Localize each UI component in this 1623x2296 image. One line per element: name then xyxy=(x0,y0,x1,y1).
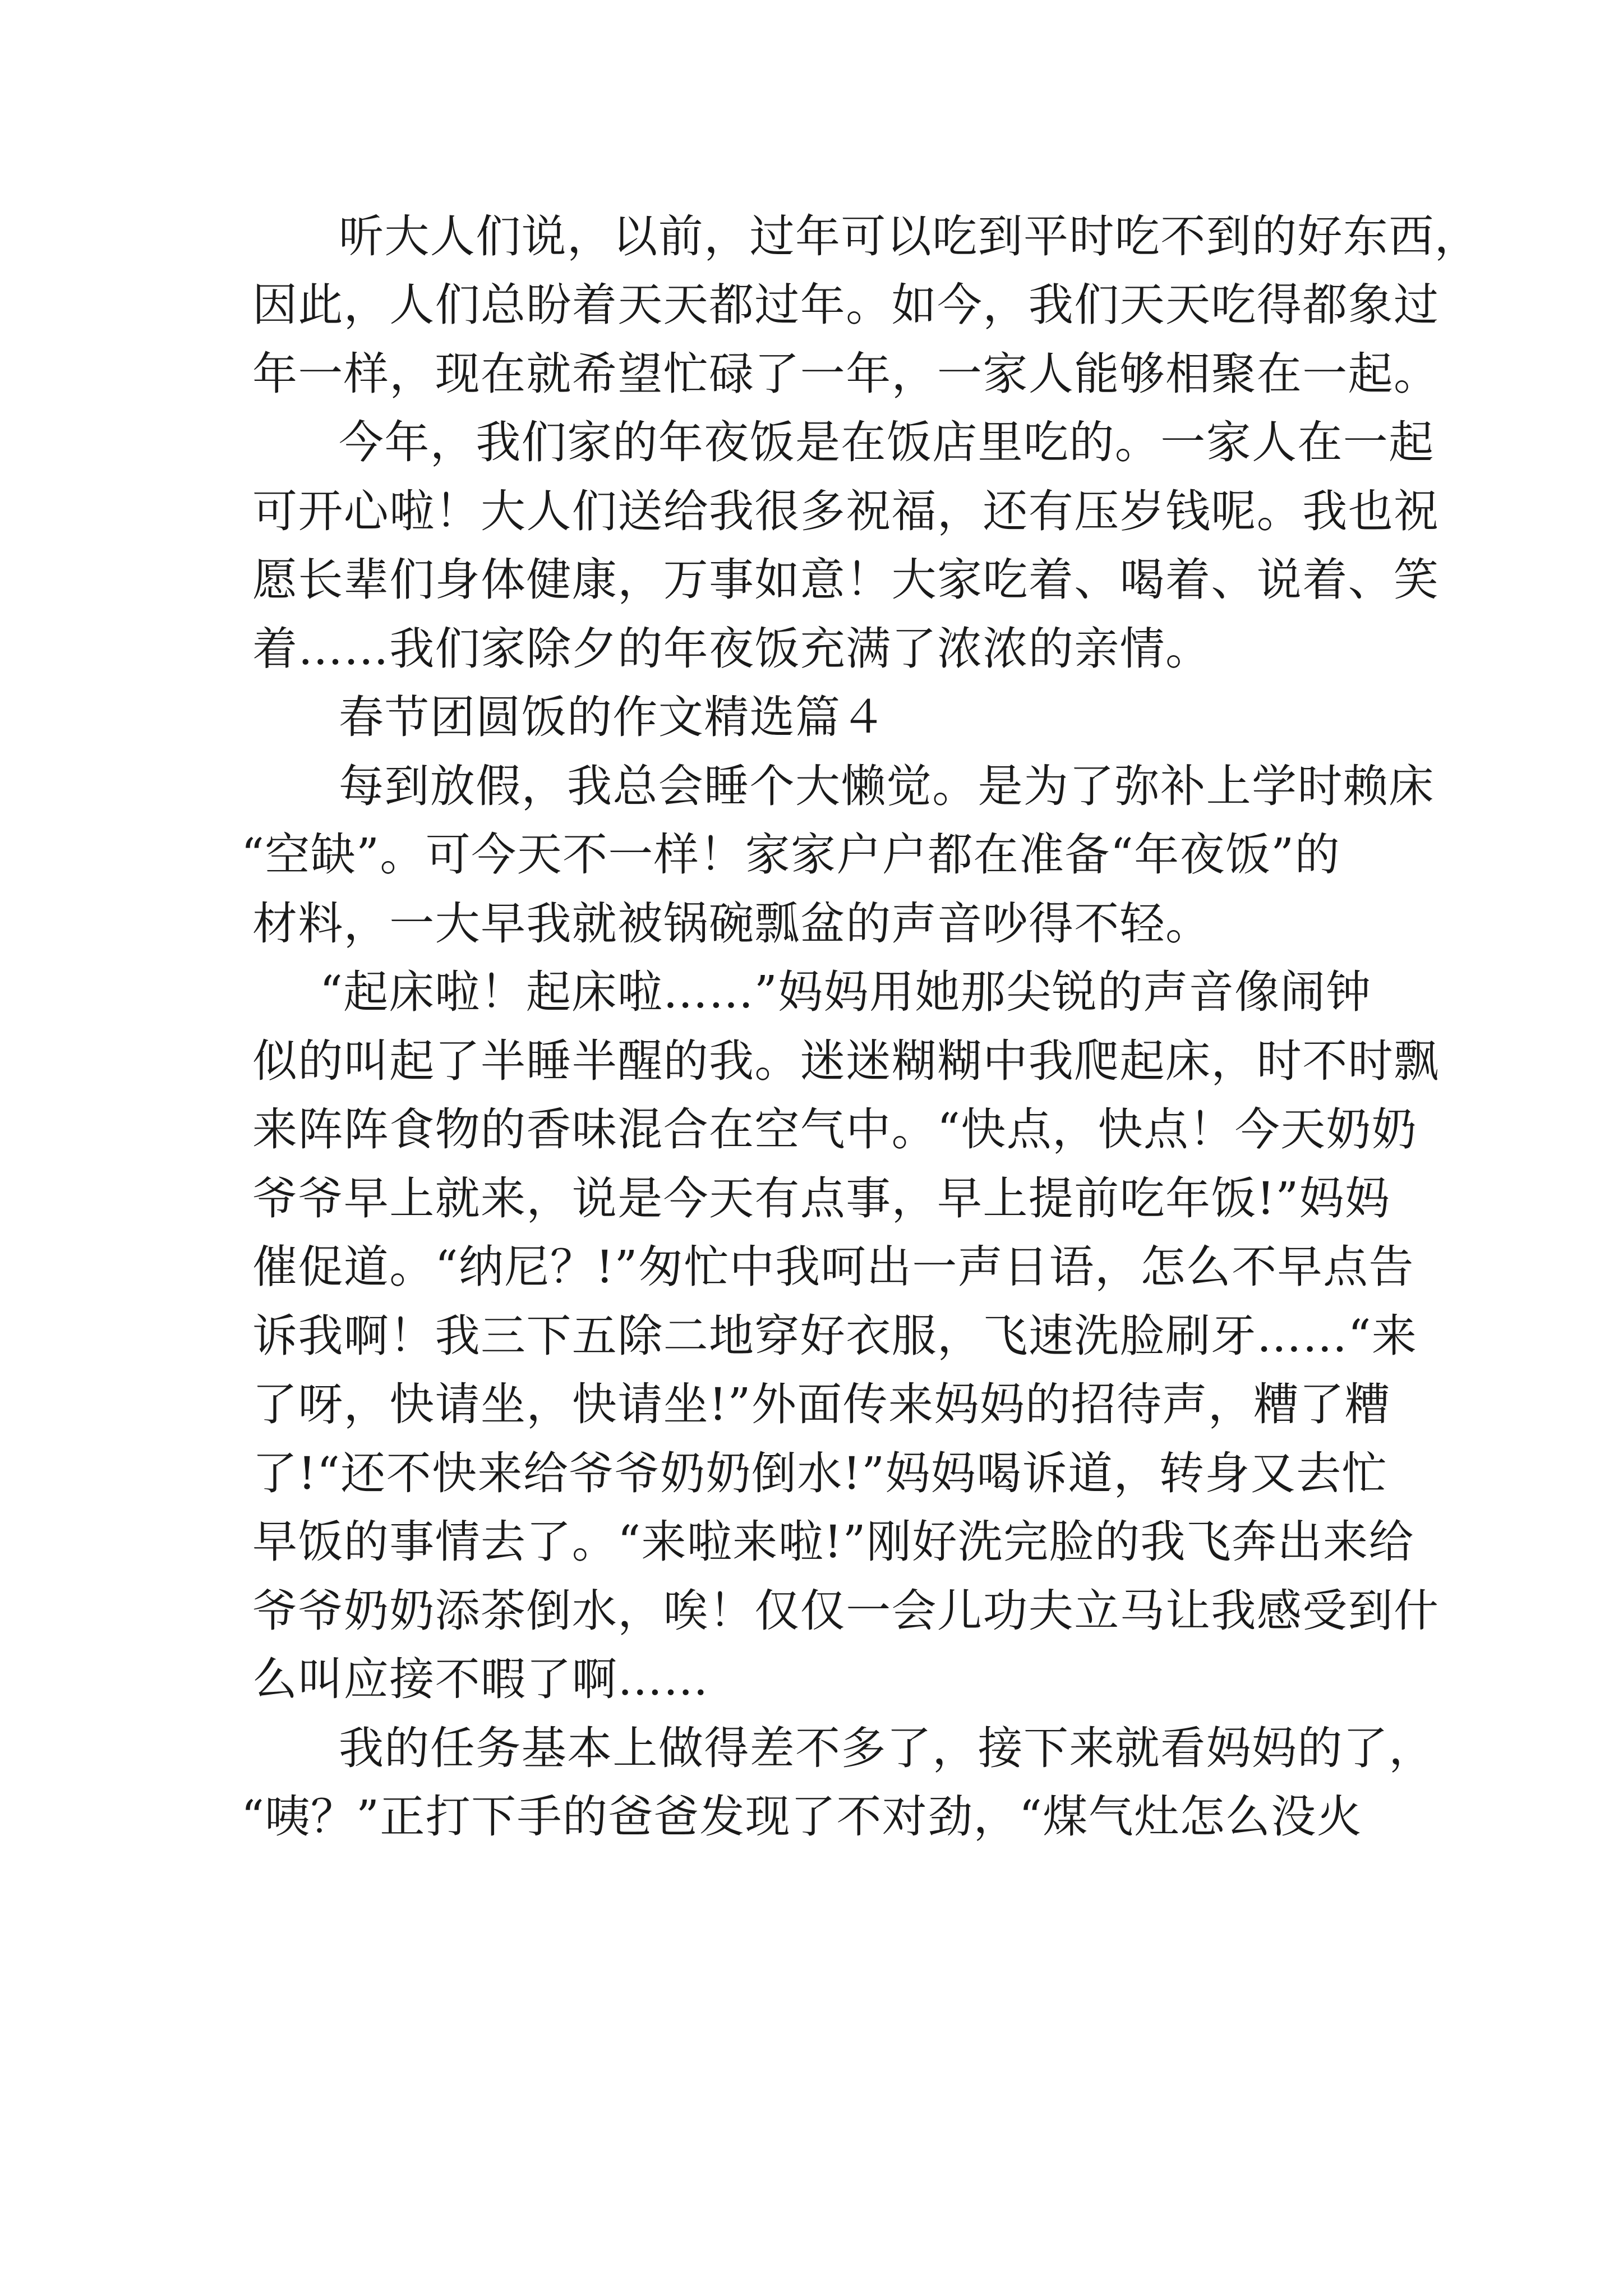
text-line: 么叫应接不暇了啊…… xyxy=(252,1653,709,1705)
text-line: 早饭的事情去了。“来啦来啦!”刚好洗完脸的我飞奔出来给 xyxy=(252,1516,1414,1568)
section-heading: 春节团圆饭的作文精选篇４ xyxy=(339,691,887,743)
text-line: 着……我们家除夕的年夜饭充满了浓浓的亲情。 xyxy=(252,623,1211,675)
text-line: 来阵阵食物的香味混合在空气中。“快点，快点！今天奶奶 xyxy=(252,1103,1418,1156)
text-line: 可开心啦！大人们送给我很多祝福，还有压岁钱呢。我也祝 xyxy=(252,485,1440,537)
text-line: 今年，我们家的年夜饭是在饭店里吃的。一家人在一起 xyxy=(339,416,1435,468)
text-line: 听大人们说，以前，过年可以吃到平时吃不到的好东西， xyxy=(339,210,1480,263)
text-line: “空缺”。可今天不一样！家家户户都在准备“年夜饭”的 xyxy=(241,829,1340,881)
text-line: 似的叫起了半睡半醒的我。迷迷糊糊中我爬起床，时不时飘 xyxy=(252,1035,1440,1087)
text-line: 每到放假，我总会睡个大懒觉。是为了弥补上学时赖床 xyxy=(339,760,1435,812)
text-line: “咦？”正打下手的爸爸发现了不对劲，“煤气灶怎么没火 xyxy=(241,1791,1363,1843)
text-line: 因此，人们总盼着天天都过年。如今，我们天天吃得都象过 xyxy=(252,279,1440,331)
text-line: 催促道。“纳尼？!”匆忙中我呵出一声日语，怎么不早点告 xyxy=(252,1241,1414,1293)
text-line: 了!“还不快来给爷爷奶奶倒水!”妈妈喝诉道，转身又去忙 xyxy=(252,1447,1387,1499)
text-line: 年一样，现在就希望忙碌了一年，一家人能够相聚在一起。 xyxy=(252,348,1440,400)
text-line: 愿长辈们身体健康，万事如意！大家吃着、喝着、说着、笑 xyxy=(252,554,1440,606)
text-line: 诉我啊！我三下五除二地穿好衣服，飞速洗脸刷牙……“来 xyxy=(252,1310,1418,1362)
text-line: 爷爷奶奶添茶倒水，唉！仅仅一会儿功夫立马让我感受到什 xyxy=(252,1585,1440,1637)
text-line: 爷爷早上就来，说是今天有点事，早上提前吃年饭!”妈妈 xyxy=(252,1172,1391,1225)
text-line: 了呀，快请坐，快请坐!”外面传来妈妈的招待声，糟了糟 xyxy=(252,1378,1391,1430)
text-line: 材料，一大早我就被锅碗瓢盆的声音吵得不轻。 xyxy=(252,898,1211,950)
text-line: 我的任务基本上做得差不多了，接下来就看妈妈的了， xyxy=(339,1722,1435,1774)
text-line: “起床啦！起床啦……”妈妈用她那尖锐的声音像闹钟 xyxy=(320,966,1372,1018)
